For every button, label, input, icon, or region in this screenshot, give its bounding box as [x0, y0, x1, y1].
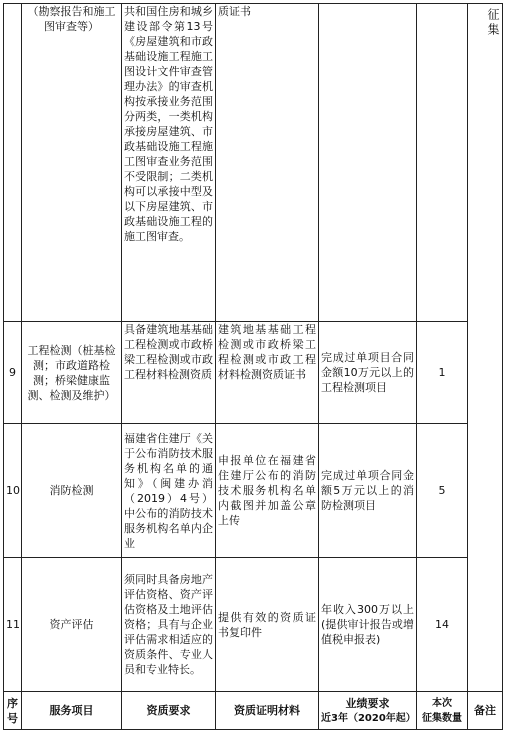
row-number: 9 — [4, 322, 22, 424]
qualification-requirement: 福建省住建厅《关于公布消防技术服务机构名单的通知》（闽建办消（2019）4号）中公布的消防技术服务机构名单内企业 — [122, 424, 216, 558]
column-header-quantity — [417, 692, 468, 730]
qualification-certificate: 质证书 — [216, 4, 319, 322]
remark-side-note: 征集 — [468, 4, 503, 692]
collection-quantity: 1 — [417, 322, 468, 424]
table-header-row — [4, 692, 503, 730]
table-row — [4, 322, 503, 424]
performance-header-period: 近3年（2020年起） — [321, 712, 416, 724]
row-number: 10 — [4, 424, 22, 558]
qualification-requirement: 具备建筑地基基础工程检测或市政桥梁工程检测或市政工程材料检测资质 — [122, 322, 216, 424]
qualification-certificate: 申报单位在福建省住建厅公布的消防技术服务机构名单内截图并加盖公章上传 — [216, 424, 319, 558]
service-item: 资产评估 — [22, 558, 122, 692]
performance-requirement: 完成过单项目合同金额10万元以上的工程检测项目 — [319, 322, 417, 424]
column-header-service: 服务项目 — [22, 692, 122, 730]
qualification-requirement: 须同时具备房地产评估资格、资产评估资格及土地评估资格；具有与企业评估需求相适应的资质条件、专业人员和专业特长。 — [122, 558, 216, 692]
qualification-certificate: 提供有效的资质证书复印件 — [216, 558, 319, 692]
table-row — [4, 558, 503, 692]
collection-quantity: 5 — [417, 424, 468, 558]
table-row — [4, 424, 503, 558]
performance-header-title: 业绩要求 — [345, 696, 390, 710]
quantity-header-line2: 征集数量 — [422, 712, 462, 724]
row-number — [4, 4, 22, 322]
quantity-header-line1: 本次 — [432, 697, 452, 709]
column-header-no: 序号 — [4, 692, 22, 730]
table-row — [4, 4, 503, 322]
collection-quantity — [417, 4, 468, 322]
service-item: （勘察报告和施工图审查等） — [22, 4, 122, 322]
service-requirements-table — [3, 3, 503, 730]
column-header-qualification: 资质要求 — [122, 692, 216, 730]
collection-quantity: 14 — [417, 558, 468, 692]
performance-requirement: 年收入300万以上(提供审计报告或增值税申报表) — [319, 558, 417, 692]
column-header-remark: 备注 — [468, 692, 503, 730]
column-header-performance — [319, 692, 417, 730]
service-item: 工程检测（桩基检测；市政道路检测；桥梁健康监测、检测及维护） — [22, 322, 122, 424]
service-item: 消防检测 — [22, 424, 122, 558]
row-number: 11 — [4, 558, 22, 692]
column-header-certificate: 资质证明材料 — [216, 692, 319, 730]
performance-requirement: 完成过单项合同金额5万元以上的消防检测项目 — [319, 424, 417, 558]
qualification-certificate: 建筑地基基础工程检测或市政桥梁工程检测或市政工程材料检测资质证书 — [216, 322, 319, 424]
qualification-requirement: 共和国住房和城乡建设部令第13号《房屋建筑和市政基础设施工程施工图设计文件审查管理办法》的审查机构按承接业务范围分两类，一类机构承接房屋建筑、市政基础设施工程施工图审查业务范围不受限制；二类机构可以承接中型及以下房屋建筑、市政基础设施工程的施工图审查。 — [122, 4, 216, 322]
performance-requirement — [319, 4, 417, 322]
